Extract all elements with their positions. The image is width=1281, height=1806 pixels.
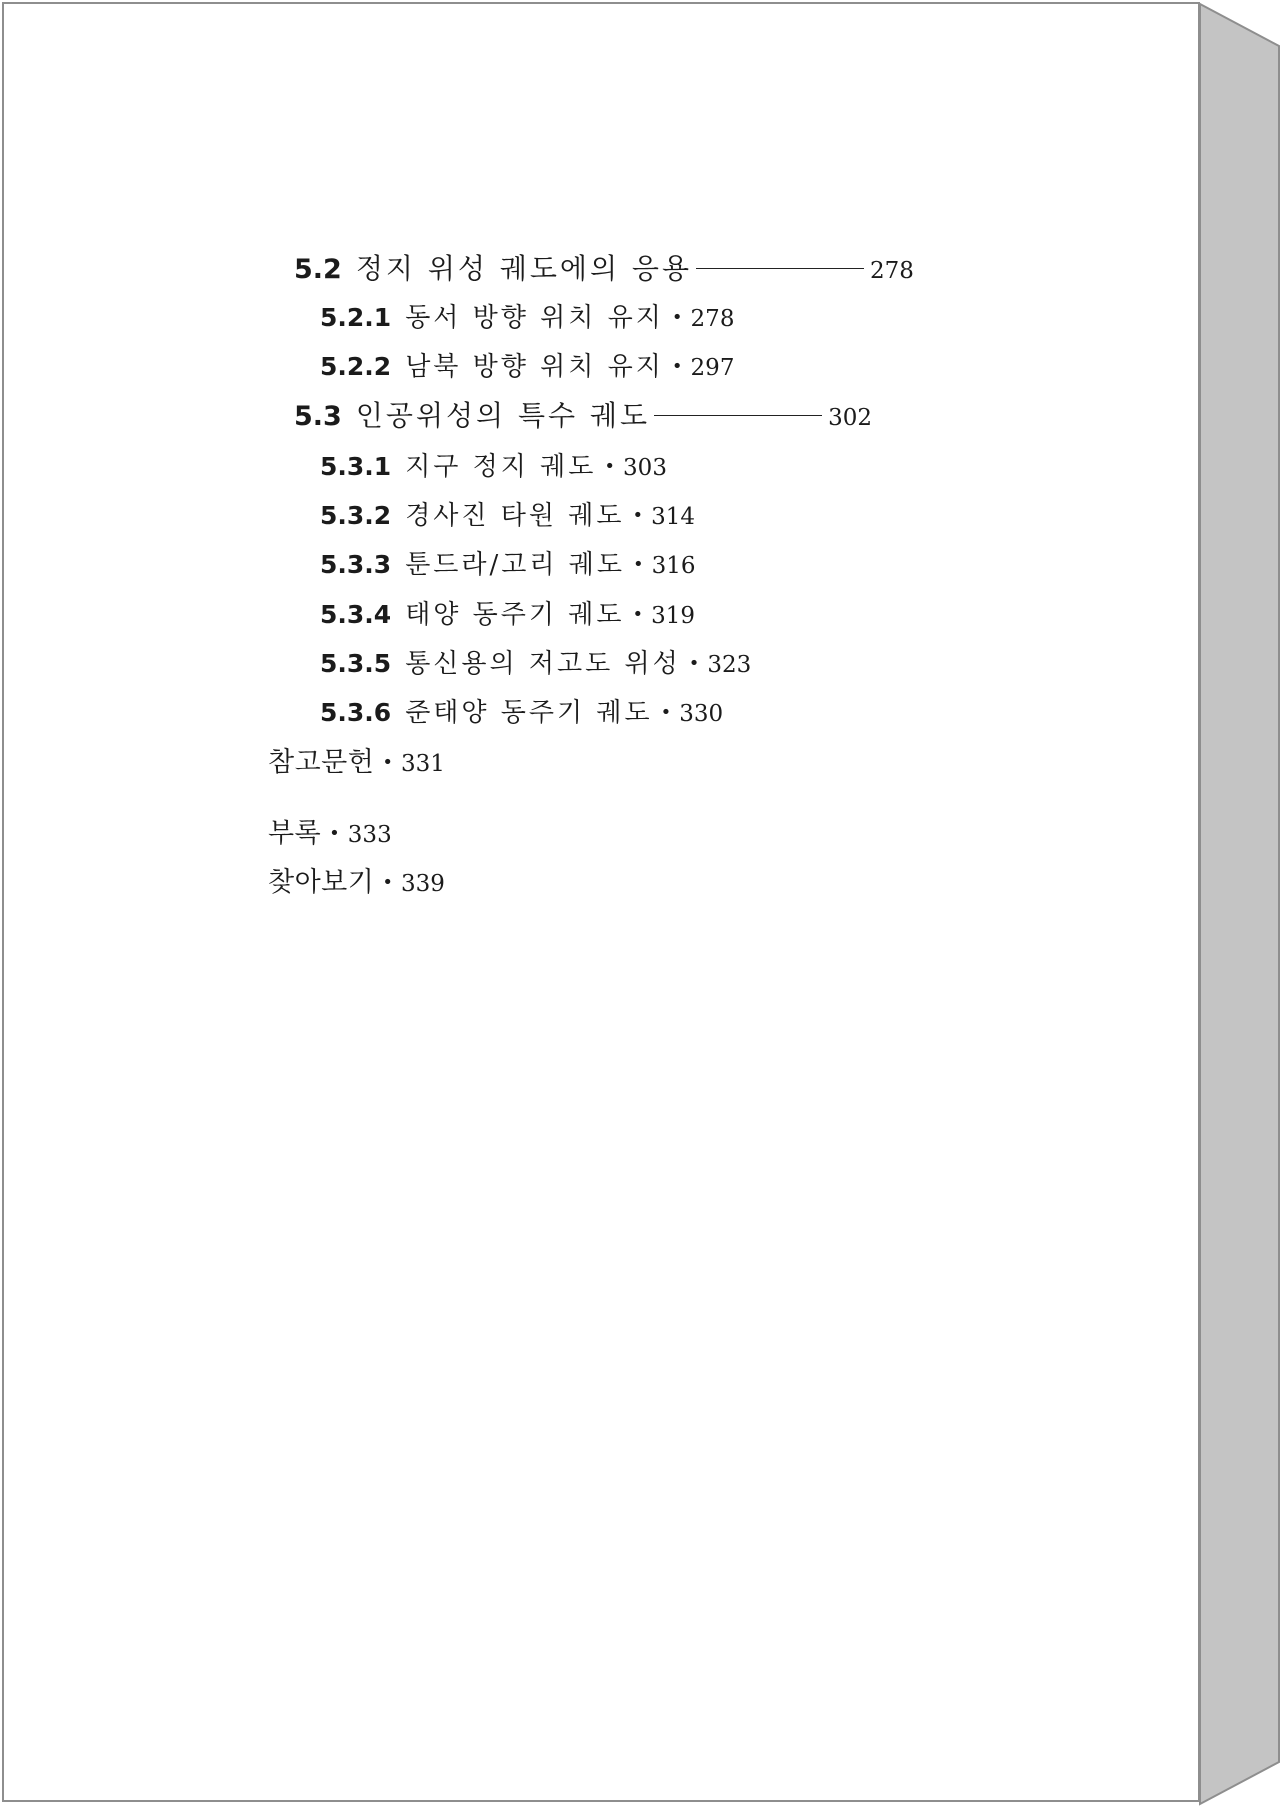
toc-subsection-5-2-2[interactable] [320, 350, 734, 387]
section-title: 정지 위성 궤도에의 응용 [355, 252, 693, 285]
subsection-page: 319 [651, 603, 696, 629]
section-title: 인공위성의 특수 궤도 [355, 399, 651, 432]
toc-subsection-5-3-2[interactable] [320, 499, 695, 536]
book-page-stack-side [1200, 4, 1279, 1804]
toc-index[interactable] [268, 866, 445, 903]
subsection-title: 통신용의 저고도 위성 [405, 649, 681, 679]
subsection-number: 5.3.1 [320, 452, 392, 481]
subsection-title: 남북 방향 위치 유지 [405, 352, 664, 382]
toc-subsection-5-3-3[interactable] [320, 548, 696, 585]
book-page [2, 2, 1200, 1802]
subsection-number: 5.3.6 [320, 698, 392, 727]
separator-dot: • [660, 702, 672, 723]
toc-subsection-5-3-5[interactable] [320, 647, 751, 684]
toc-subsection-5-3-6[interactable] [320, 696, 723, 733]
separator-dot: • [382, 872, 393, 893]
subsection-title: 태양 동주기 궤도 [405, 600, 625, 630]
subsection-number: 5.3.5 [320, 649, 392, 678]
toc-references[interactable] [268, 746, 445, 783]
backmatter-title: 부록 [268, 818, 322, 849]
toc-subsection-5-3-1[interactable] [320, 450, 667, 487]
subsection-title: 툰드라/고리 궤도 [405, 550, 626, 580]
separator-dot: • [604, 456, 616, 477]
separator-dot: • [671, 307, 683, 328]
subsection-number: 5.3.4 [320, 600, 392, 629]
section-number: 5.2 [294, 254, 342, 285]
table-of-contents [4, 4, 1202, 1804]
subsection-page: 314 [651, 504, 696, 530]
subsection-title: 동서 방향 위치 유지 [405, 303, 664, 333]
subsection-page: 303 [623, 455, 667, 481]
toc-subsection-5-3-4[interactable] [320, 598, 695, 635]
toc-subsection-5-2-1[interactable] [320, 301, 734, 338]
section-number: 5.3 [294, 401, 342, 432]
separator-dot: • [688, 653, 700, 674]
subsection-number: 5.3.3 [320, 550, 392, 579]
backmatter-page: 331 [400, 751, 445, 777]
subsection-number: 5.2.2 [320, 352, 392, 381]
subsection-number: 5.2.1 [320, 303, 392, 332]
separator-dot: • [382, 752, 393, 773]
separator-dot: • [633, 554, 644, 575]
toc-section-5-2[interactable] [294, 252, 914, 288]
backmatter-page: 339 [400, 871, 445, 897]
subsection-page: 323 [707, 652, 752, 678]
toc-section-5-3[interactable] [294, 399, 872, 435]
subsection-page: 297 [690, 355, 735, 381]
section-page: 302 [828, 405, 872, 431]
subsection-title: 준태양 동주기 궤도 [405, 698, 653, 728]
separator-dot: • [671, 356, 683, 377]
separator-dot: • [632, 505, 644, 526]
leader-line [654, 415, 822, 416]
toc-appendix[interactable] [268, 817, 392, 854]
subsection-title: 경사진 타원 궤도 [405, 501, 625, 531]
subsection-page: 330 [679, 701, 724, 727]
subsection-title: 지구 정지 궤도 [405, 452, 597, 482]
backmatter-title: 찾아보기 [268, 867, 375, 898]
backmatter-page: 333 [347, 822, 392, 848]
backmatter-title: 참고문헌 [268, 747, 375, 778]
subsection-page: 316 [651, 553, 696, 579]
subsection-page: 278 [690, 306, 735, 332]
leader-line [696, 268, 864, 269]
separator-dot: • [632, 604, 644, 625]
separator-dot: • [329, 823, 340, 844]
section-page: 278 [870, 258, 914, 284]
subsection-number: 5.3.2 [320, 501, 392, 530]
